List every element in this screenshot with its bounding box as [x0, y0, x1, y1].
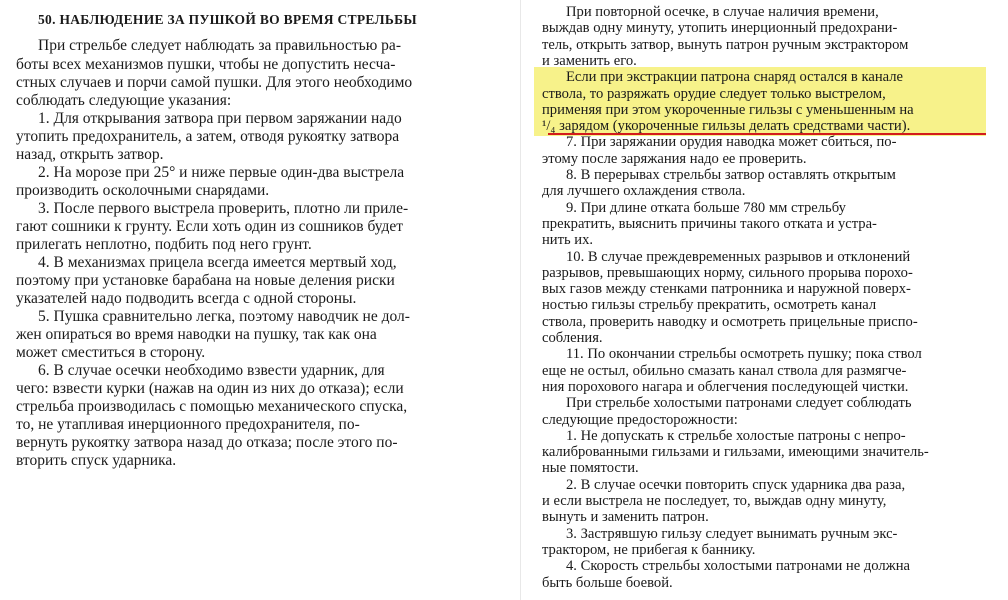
- text-line: то, не утапливая инерционного предохранителя, по-: [16, 416, 360, 433]
- text-line: и заменить его.: [542, 52, 637, 69]
- text-line: еще не остыл, обильно смазать канал ствола для размягче-: [542, 362, 907, 379]
- text-line: калиброванными гильзами и гильзами, имеющими значитель-: [542, 444, 929, 461]
- text-line: ностью гильзы стрельбу прекратить, осмотреть канал: [542, 297, 877, 314]
- text-line: вых газов между стенками патронника и наружной поверх-: [542, 281, 911, 298]
- text-line: нить их.: [542, 232, 594, 249]
- text-line: 7. При заряжании орудия наводка может сбиться, по-: [566, 134, 897, 151]
- text-line: может сместиться в сторону.: [16, 344, 206, 361]
- text-line: соблюдать следующие указания:: [16, 92, 232, 109]
- text-line: назад, открыть затвор.: [16, 146, 164, 163]
- highlighted-line: ¹/₄ зарядом (укороченные гильзы делать средствами части).: [542, 118, 911, 135]
- text-line: 8. В перерывах стрельбы затвор оставлять открытым: [566, 167, 896, 183]
- text-line: указателей надо подводить всегда с одной стороны.: [16, 290, 357, 307]
- text-line: При стрельбе холостыми патронами следует соблюдать: [566, 395, 912, 412]
- text-line: жен опираться во время наводки на пушку, так как она: [16, 326, 377, 343]
- highlighted-line: применяя при этом укороченные гильзы с уменьшенным на: [542, 101, 914, 118]
- text-line: гают сошники к грунту. Если хоть один из сошников будет: [16, 218, 404, 235]
- text-line: 11. По окончании стрельбы осмотреть пушку; пока ствол: [566, 346, 922, 363]
- text-line: боты всех механизмов пушки, чтобы не допустить несча-: [16, 56, 396, 73]
- text-line: разрывов, превышающих норму, сильного прорыва порохо-: [542, 264, 913, 281]
- text-line: быть больше боевой.: [542, 574, 673, 591]
- text-line: тель, открыть затвор, вынуть патрон ручным экстрактором: [542, 36, 909, 53]
- text-line: следующие предосторожности:: [542, 411, 738, 428]
- text-line: 10. В случае преждевременных разрывов и отклонений: [566, 248, 911, 265]
- text-line: утопить предохранитель, а затем, отводя рукоятку затвора: [16, 128, 400, 145]
- text-line: 4. В механизмах прицела всегда имеется мертвый ход,: [38, 254, 397, 271]
- text-line: для лучшего охлаждения ствола.: [542, 183, 746, 200]
- text-line: При стрельбе следует наблюдать за правильностью ра-: [38, 37, 401, 54]
- text-line: 3. Застрявшую гильзу следует вынимать ручным экс-: [566, 525, 898, 542]
- text-line: 3. После первого выстрела проверить, плотно ли приле-: [38, 200, 409, 217]
- text-line: вернуть рукоятку затвора назад до отказа; после этого по-: [16, 434, 398, 451]
- text-line: 6. В случае осечки необходимо взвести ударник, для: [38, 362, 385, 379]
- text-line: прилегать неплотно, подбить под него грунт.: [16, 236, 312, 253]
- text-line: и если выстрела не последует, то, выждав одну минуту,: [542, 493, 887, 509]
- text-line: вторить спуск ударника.: [16, 452, 177, 469]
- highlighted-line: Если при экстракции патрона снаряд остался в канале: [566, 69, 903, 86]
- text-line: стных случаев и порчи самой пушки. Для этого необходимо: [16, 74, 413, 91]
- text-line: вынуть и заменить патрон.: [542, 509, 709, 526]
- text-line: чего: взвести курки (нажав на один из них до отказа); если: [16, 380, 404, 397]
- text-line: производить осколочными снарядами.: [16, 182, 270, 199]
- text-line: трактором, не прибегая к баннику.: [542, 541, 756, 558]
- text-line: ствола, проверить наводку и осмотреть прицельные приспо-: [542, 313, 918, 330]
- text-line: ния порохового нагара и облегчения последующей чистки.: [542, 378, 909, 395]
- text-line: 2. На морозе при 25° и ниже первые один-два выстрела: [38, 164, 405, 181]
- text-line: прекратить, выяснить причины такого отката и устра-: [542, 215, 877, 232]
- highlighted-line: ствола, то разряжать орудие следует только выстрелом,: [542, 85, 886, 102]
- text-line: При повторной осечке, в случае наличия времени,: [566, 4, 879, 20]
- section-heading: 50. НАБЛЮДЕНИЕ ЗА ПУШКОЙ ВО ВРЕМЯ СТРЕЛЬБЫ: [38, 12, 417, 27]
- text-line: 1. Для открывания затвора при первом заряжании надо: [38, 110, 402, 127]
- text-line: 9. При длине отката больше 780 мм стрельбу: [566, 199, 846, 216]
- text-line: этому после заряжания надо ее проверить.: [542, 150, 807, 167]
- text-line: 2. В случае осечки повторить спуск ударника два раза,: [566, 476, 906, 493]
- text-line: 1. Не допускать к стрельбе холостые патроны с непро-: [566, 427, 906, 444]
- text-line: выждав одну минуту, утопить инерционный предохрани-: [542, 20, 898, 37]
- text-line: 4. Скорость стрельбы холостыми патронами не должна: [566, 558, 911, 575]
- text-line: поэтому при установке барабана на новые деления риски: [16, 272, 395, 289]
- text-line: стрельба производилась с помощью механического спуска,: [16, 398, 408, 415]
- page-divider: [520, 0, 521, 600]
- text-line: 5. Пушка сравнительно легка, поэтому наводчик не дол-: [38, 308, 410, 325]
- text-line: ные помятости.: [542, 460, 639, 477]
- text-line: собления.: [542, 330, 603, 346]
